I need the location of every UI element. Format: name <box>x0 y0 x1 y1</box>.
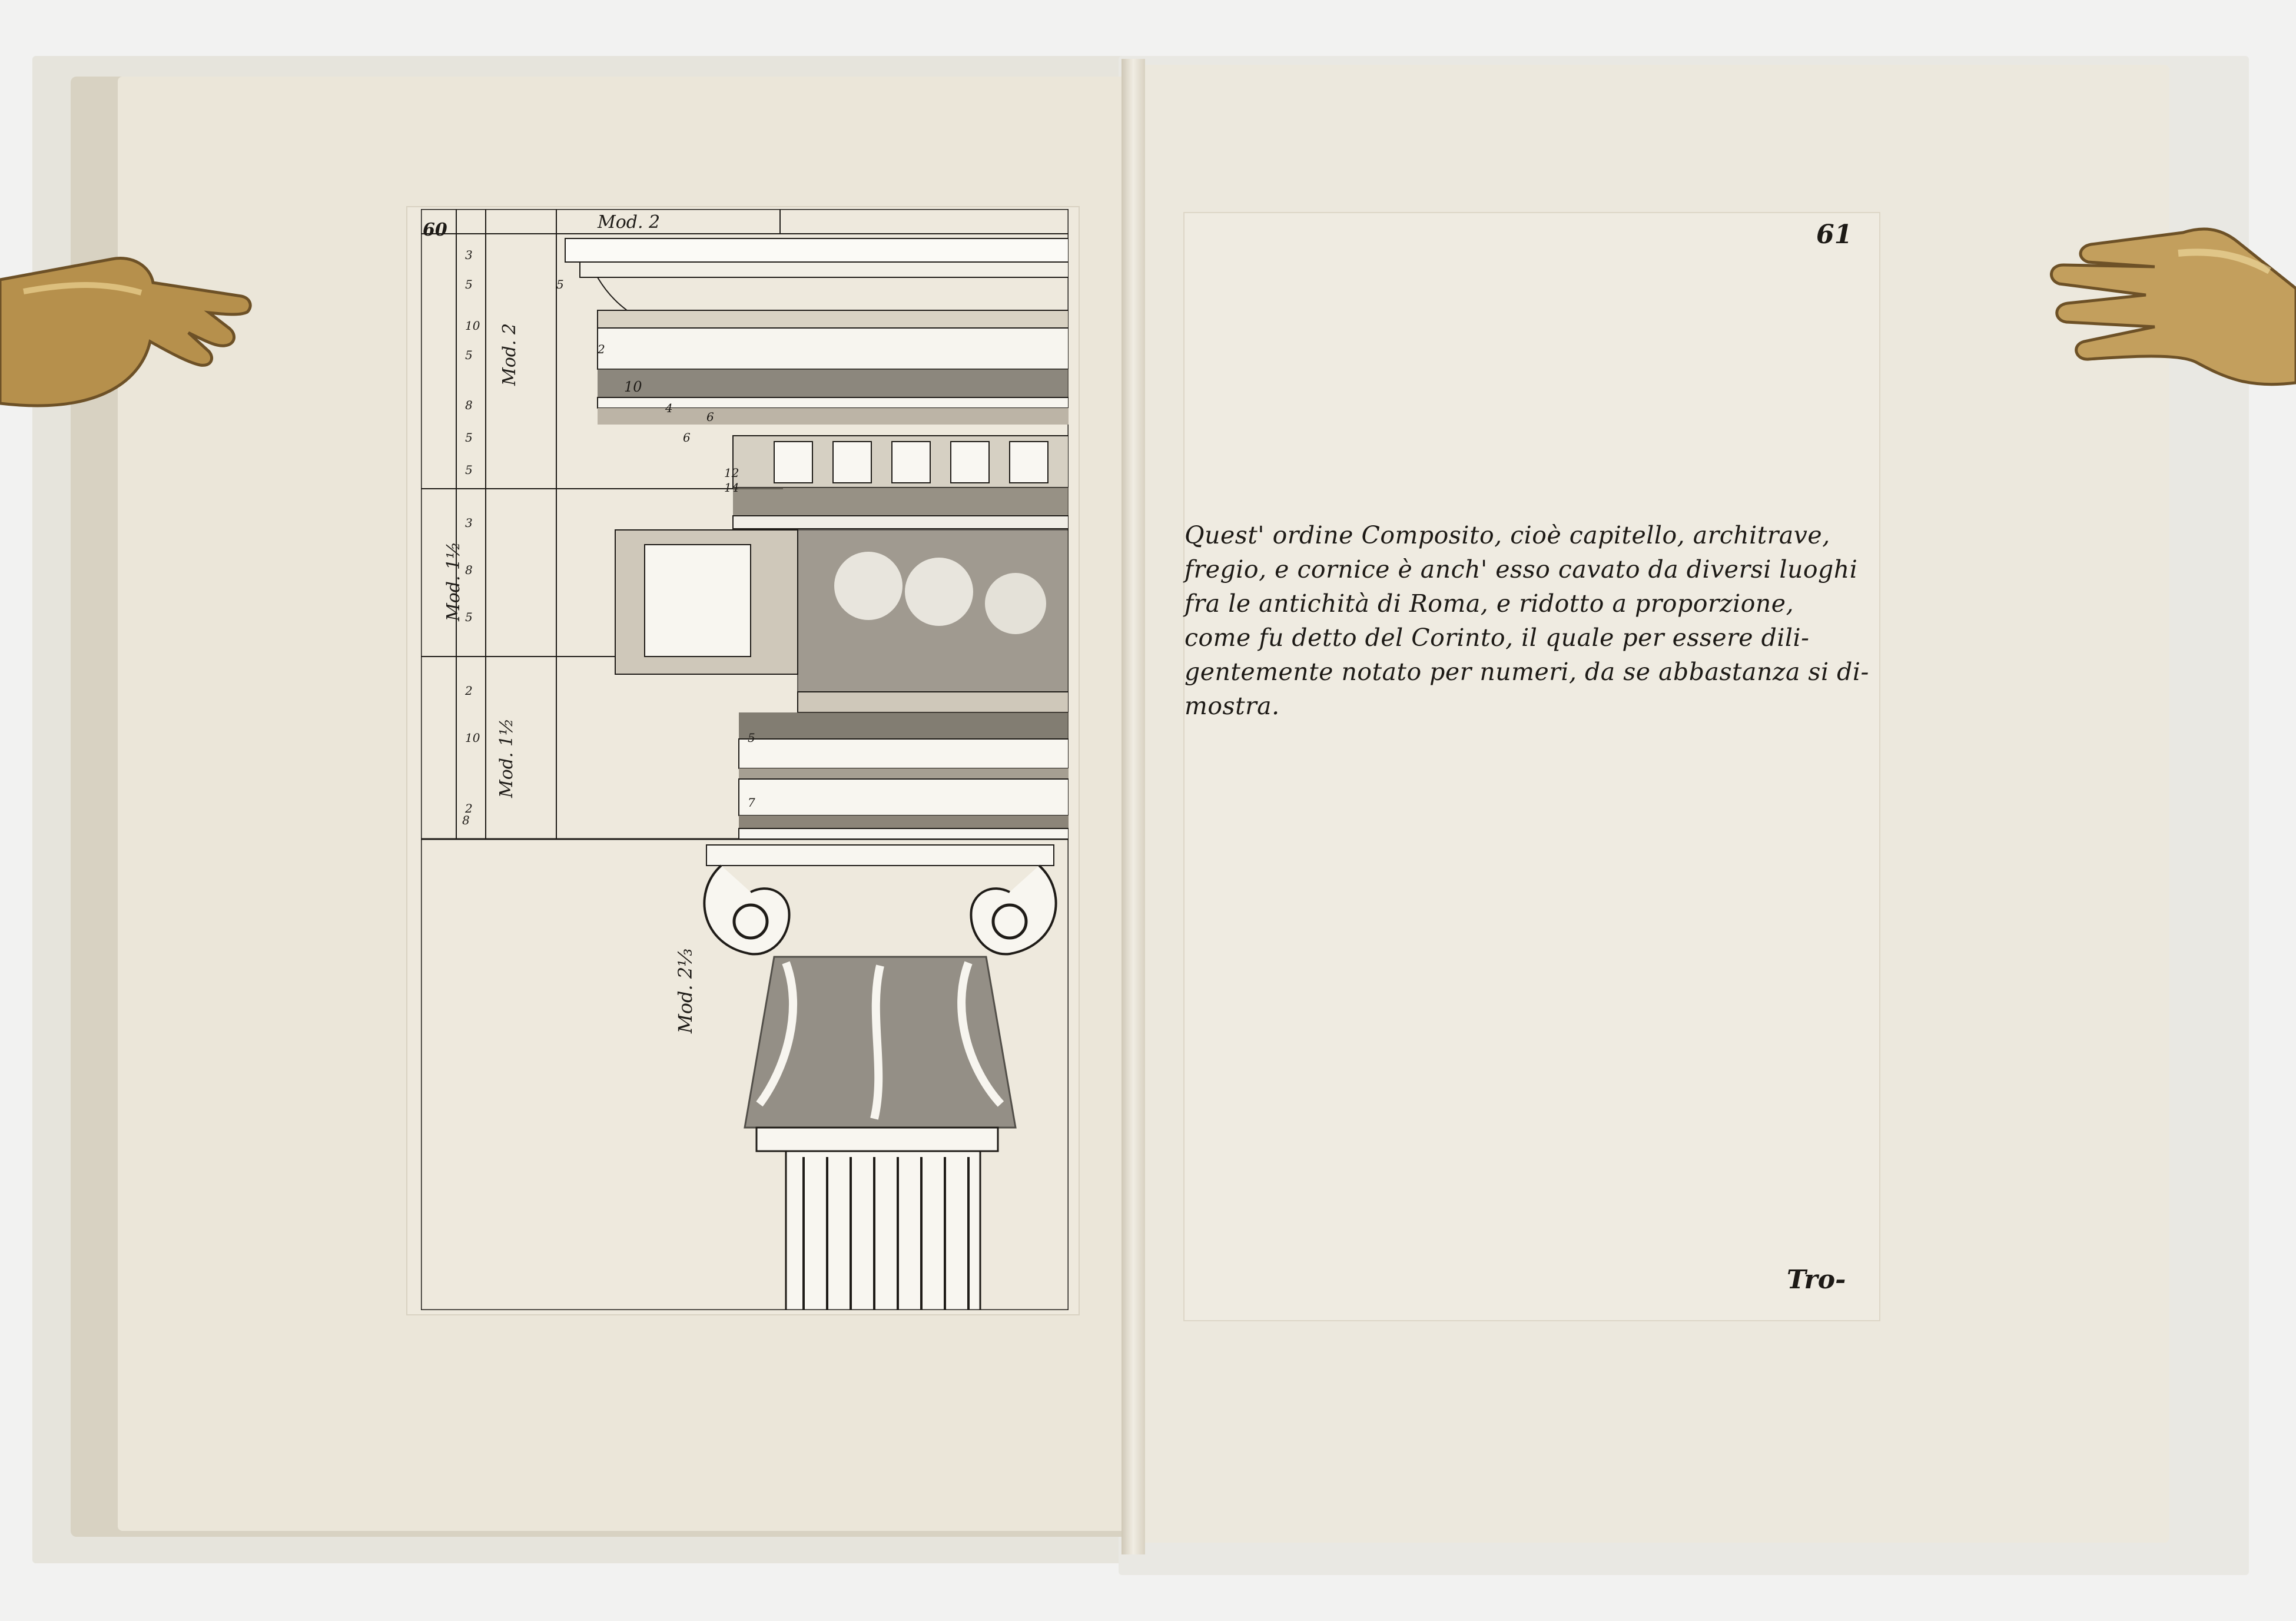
scale-number-set <box>464 248 480 816</box>
measurement-label: 8 <box>462 813 470 827</box>
frieze-drawing <box>615 530 1069 739</box>
scale-number: 10 <box>465 319 480 333</box>
architrave-drawing <box>739 739 1069 839</box>
right-page-number: 61 <box>1816 220 1853 250</box>
body-text-line: Quest' ordine Composito, cioè capitello, architrave, <box>1185 521 1830 549</box>
body-text-line: come fu detto del Corinto, il quale per essere dili- <box>1185 624 1810 652</box>
body-text <box>1185 518 1909 723</box>
brass-hand-icon <box>0 227 253 450</box>
measurement-label: 10 <box>624 379 642 395</box>
body-text-line: mostra. <box>1185 692 1280 720</box>
scale-number: 2 <box>465 801 473 816</box>
measurement-label: 12 <box>724 466 739 480</box>
scale-number: 8 <box>465 398 473 412</box>
body-text-line: gentemente notato per numeri, da se abbastanza si di- <box>1185 658 1869 686</box>
composite-order-engraving <box>421 209 1069 1310</box>
scale-number: 8 <box>465 563 473 577</box>
catchword: Tro- <box>1787 1265 1846 1295</box>
book-spine <box>1122 59 1145 1554</box>
body-text-line: fregio, e cornice è anch' esso cavato da diversi luoghi <box>1185 555 1858 584</box>
right-plate-mark <box>1183 212 1880 1321</box>
measurement-label: 5 <box>748 731 755 745</box>
scale-number: 3 <box>465 516 473 530</box>
scale-number: 5 <box>465 430 473 445</box>
measurement-label: 6 <box>706 410 714 424</box>
left-page-number: 60 <box>423 220 447 240</box>
measurement-label: 4 <box>665 401 673 415</box>
architrave-module-label: Mod. 1½ <box>496 718 517 798</box>
scale-number: 2 <box>465 684 473 698</box>
body-text-line: fra le antichità di Roma, e ridotto a proporzione, <box>1185 589 1794 618</box>
capital-drawing <box>704 845 1056 1151</box>
capital-module-label: Mod. 2⅓ <box>674 948 696 1033</box>
scale-number: 3 <box>465 248 473 262</box>
entablature-module-label: Mod. 2 <box>499 323 520 386</box>
measurement-label: 5 <box>556 277 564 291</box>
measurement-label: 7 <box>748 795 755 810</box>
scale-number: 5 <box>465 348 473 362</box>
brass-hand-icon <box>2043 194 2296 442</box>
top-module-label: Mod. 2 <box>598 212 661 233</box>
scale-number: 10 <box>465 731 480 745</box>
column-shaft-drawing <box>786 1151 980 1310</box>
measurement-label: 6 <box>683 430 691 445</box>
frieze-module-label: Mod. 1½ <box>443 541 464 621</box>
measurement-label: 14 <box>724 480 739 495</box>
scale-number: 5 <box>465 463 473 477</box>
scale-number: 5 <box>465 610 473 624</box>
measurement-label: 2 <box>598 342 605 356</box>
scale-number: 5 <box>465 277 473 291</box>
